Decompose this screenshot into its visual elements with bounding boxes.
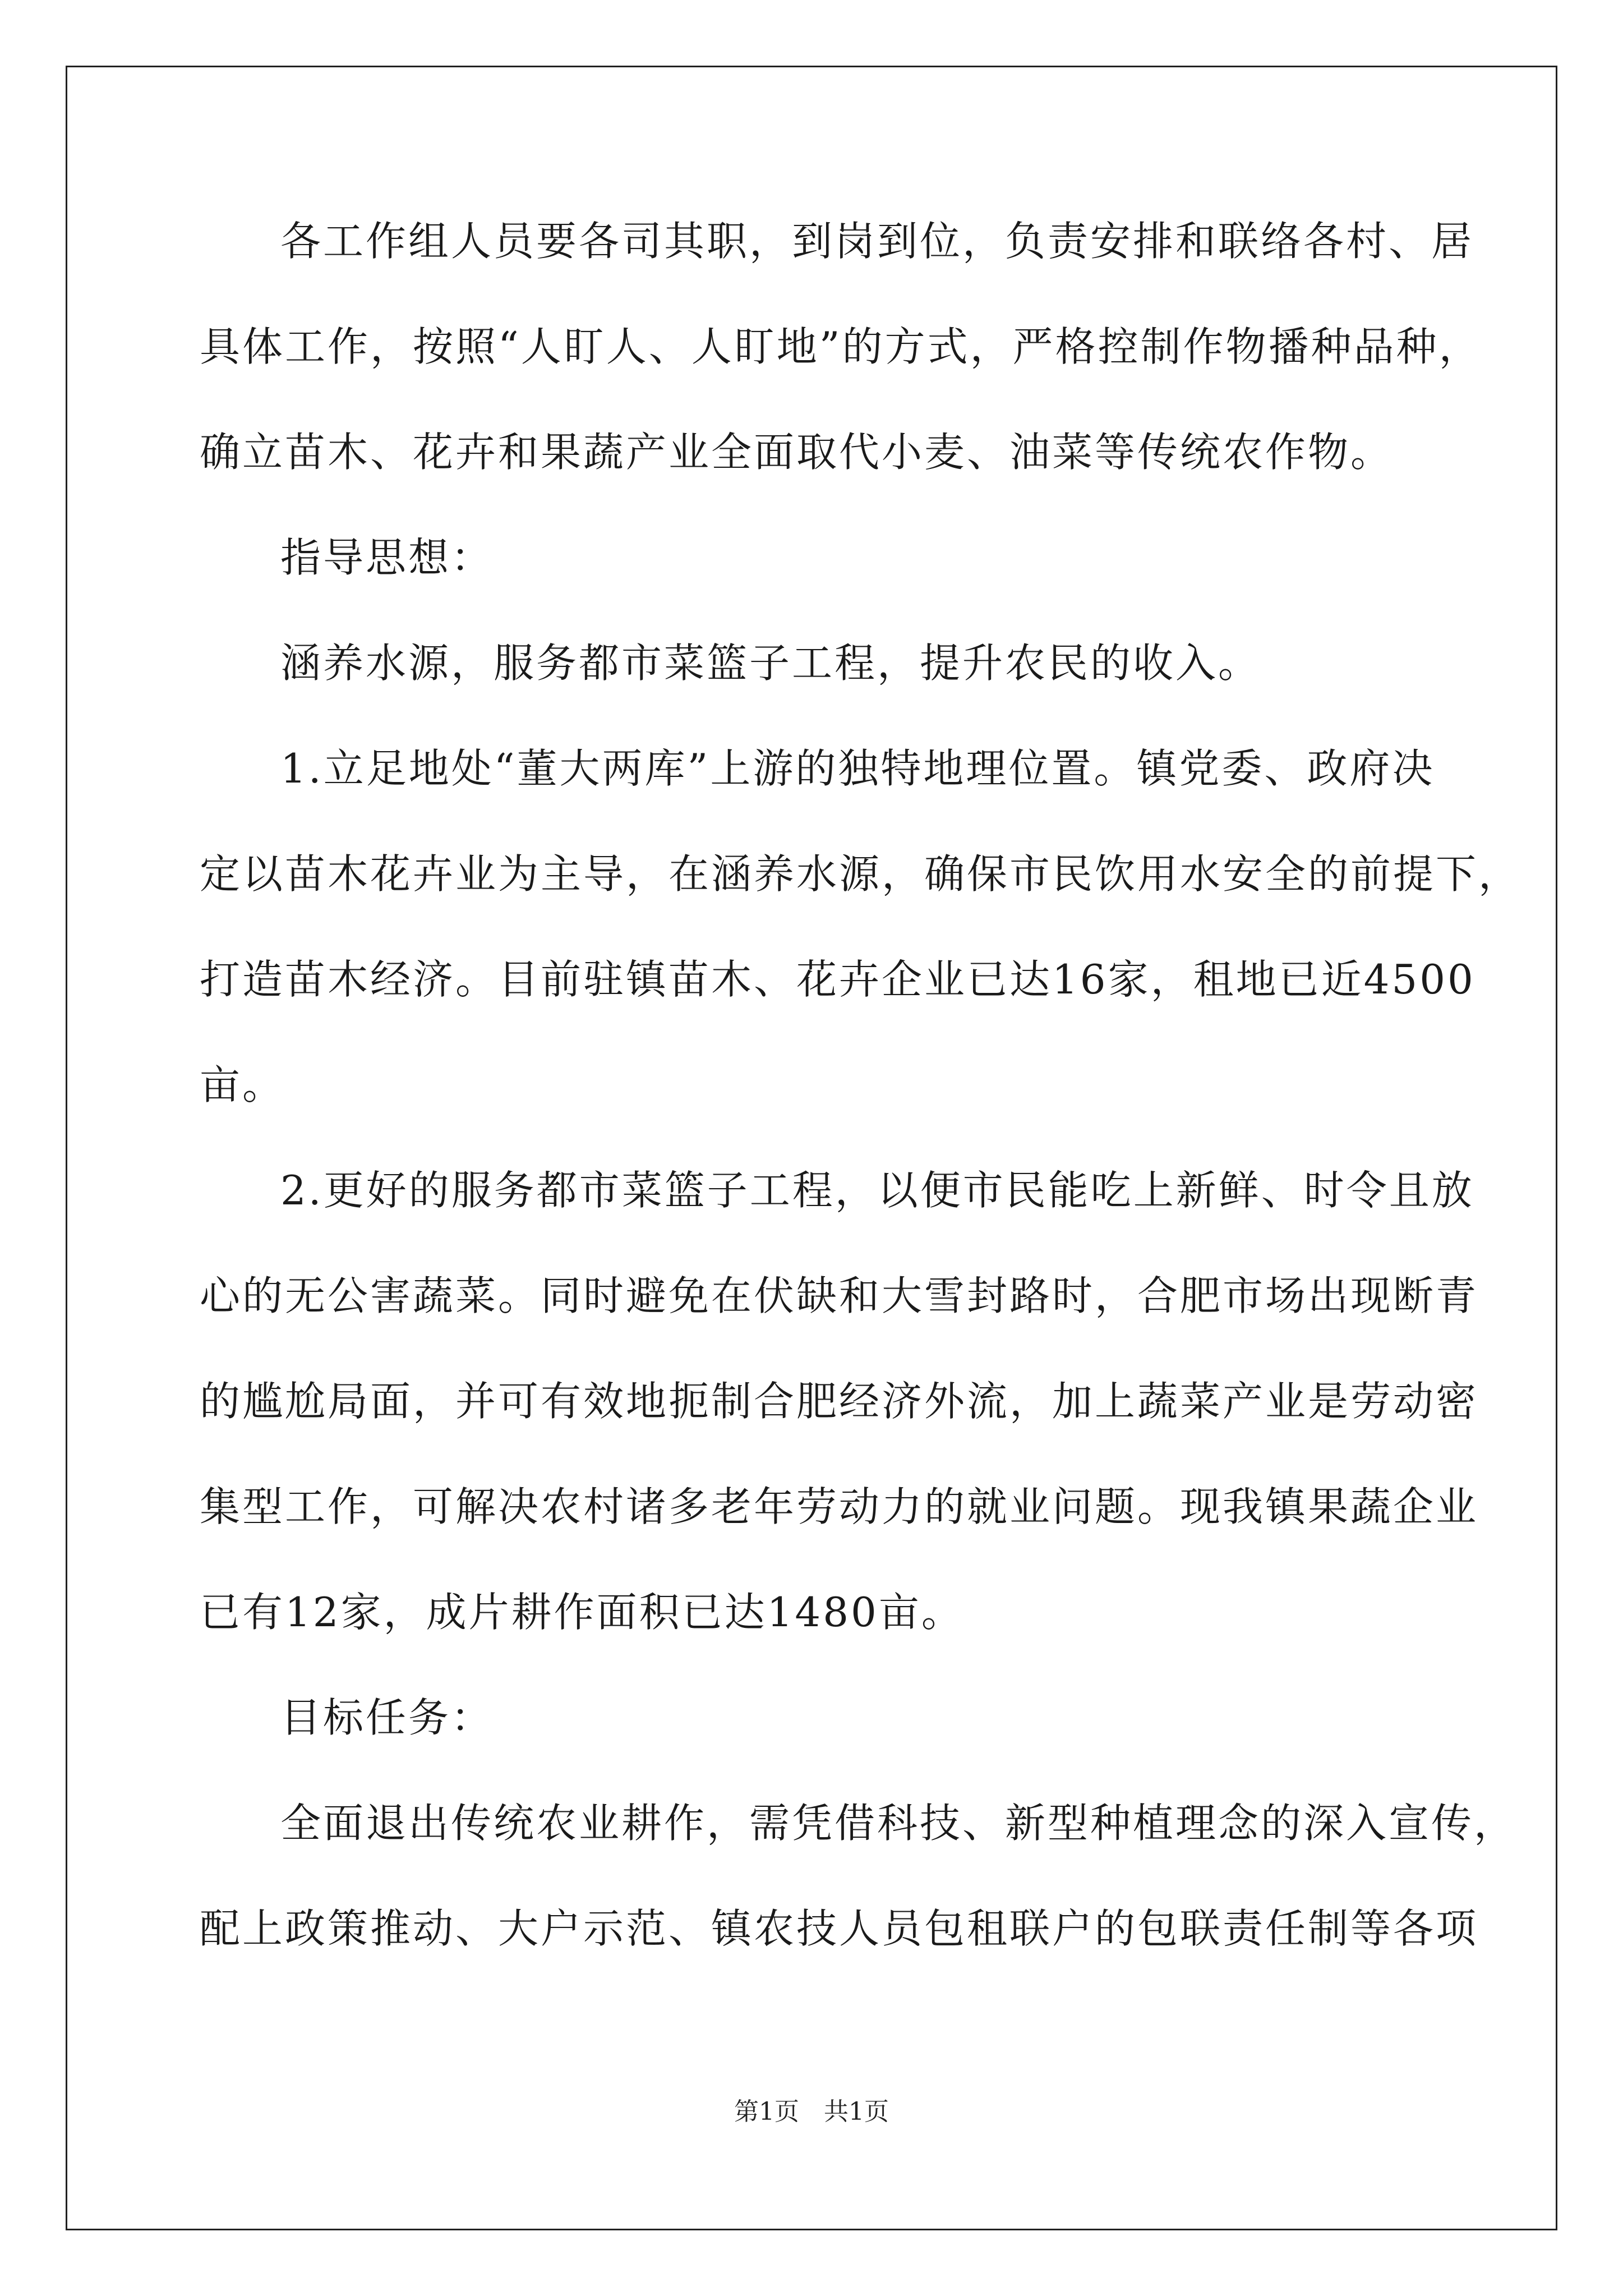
section-heading: 目标任务： [280,1694,494,1741]
text-line: 全面退出传统农业耕作，需凭借科技、新型种植理念的深入宣传， [280,1800,1517,1847]
text-line: 具体工作，按照“人盯人、人盯地”的方式，严格控制作物播种品种， [200,323,1482,370]
text-line: 2.更好的服务都市菜篮子工程，以便市民能吃上新鲜、时令且放 [280,1167,1474,1214]
text-line: 确立苗木、花卉和果蔬产业全面取代小麦、油菜等传统农作物。 [200,429,1394,476]
text-line: 各工作组人员要各司其职，到岗到位，负责安排和联络各村、居 [280,218,1474,265]
text-line: 涵养水源，服务都市菜篮子工程，提升农民的收入。 [280,639,1261,687]
text-line: 1.立足地处“董大两库”上游的独特地理位置。镇党委、政府决 [280,745,1435,792]
section-heading: 指导思想： [280,534,494,581]
text-line: 已有12家，成片耕作面积已达1480亩。 [200,1589,964,1636]
page-current: 第1页 [734,2097,799,2126]
text-line: 心的无公害蔬菜。同时避免在伏缺和大雪封路时，合肥市场出现断青 [200,1272,1479,1319]
page-total: 共1页 [824,2097,889,2126]
text-line: 打造苗木经济。目前驻镇苗木、花卉企业已达16家，租地已近4500 [200,956,1476,1003]
text-line: 亩。 [200,1061,285,1108]
text-line: 集型工作，可解决农村诸多老年劳动力的就业问题。现我镇果蔬企业 [200,1483,1479,1530]
text-line: 配上政策推动、大户示范、镇农技人员包租联户的包联责任制等各项 [200,1905,1479,1952]
page-footer [0,2095,1623,2129]
text-line: 定以苗木花卉业为主导，在涵养水源，确保市民饮用水安全的前提下， [200,850,1521,898]
text-line: 的尴尬局面，并可有效地扼制合肥经济外流，加上蔬菜产业是劳动密 [200,1378,1479,1425]
